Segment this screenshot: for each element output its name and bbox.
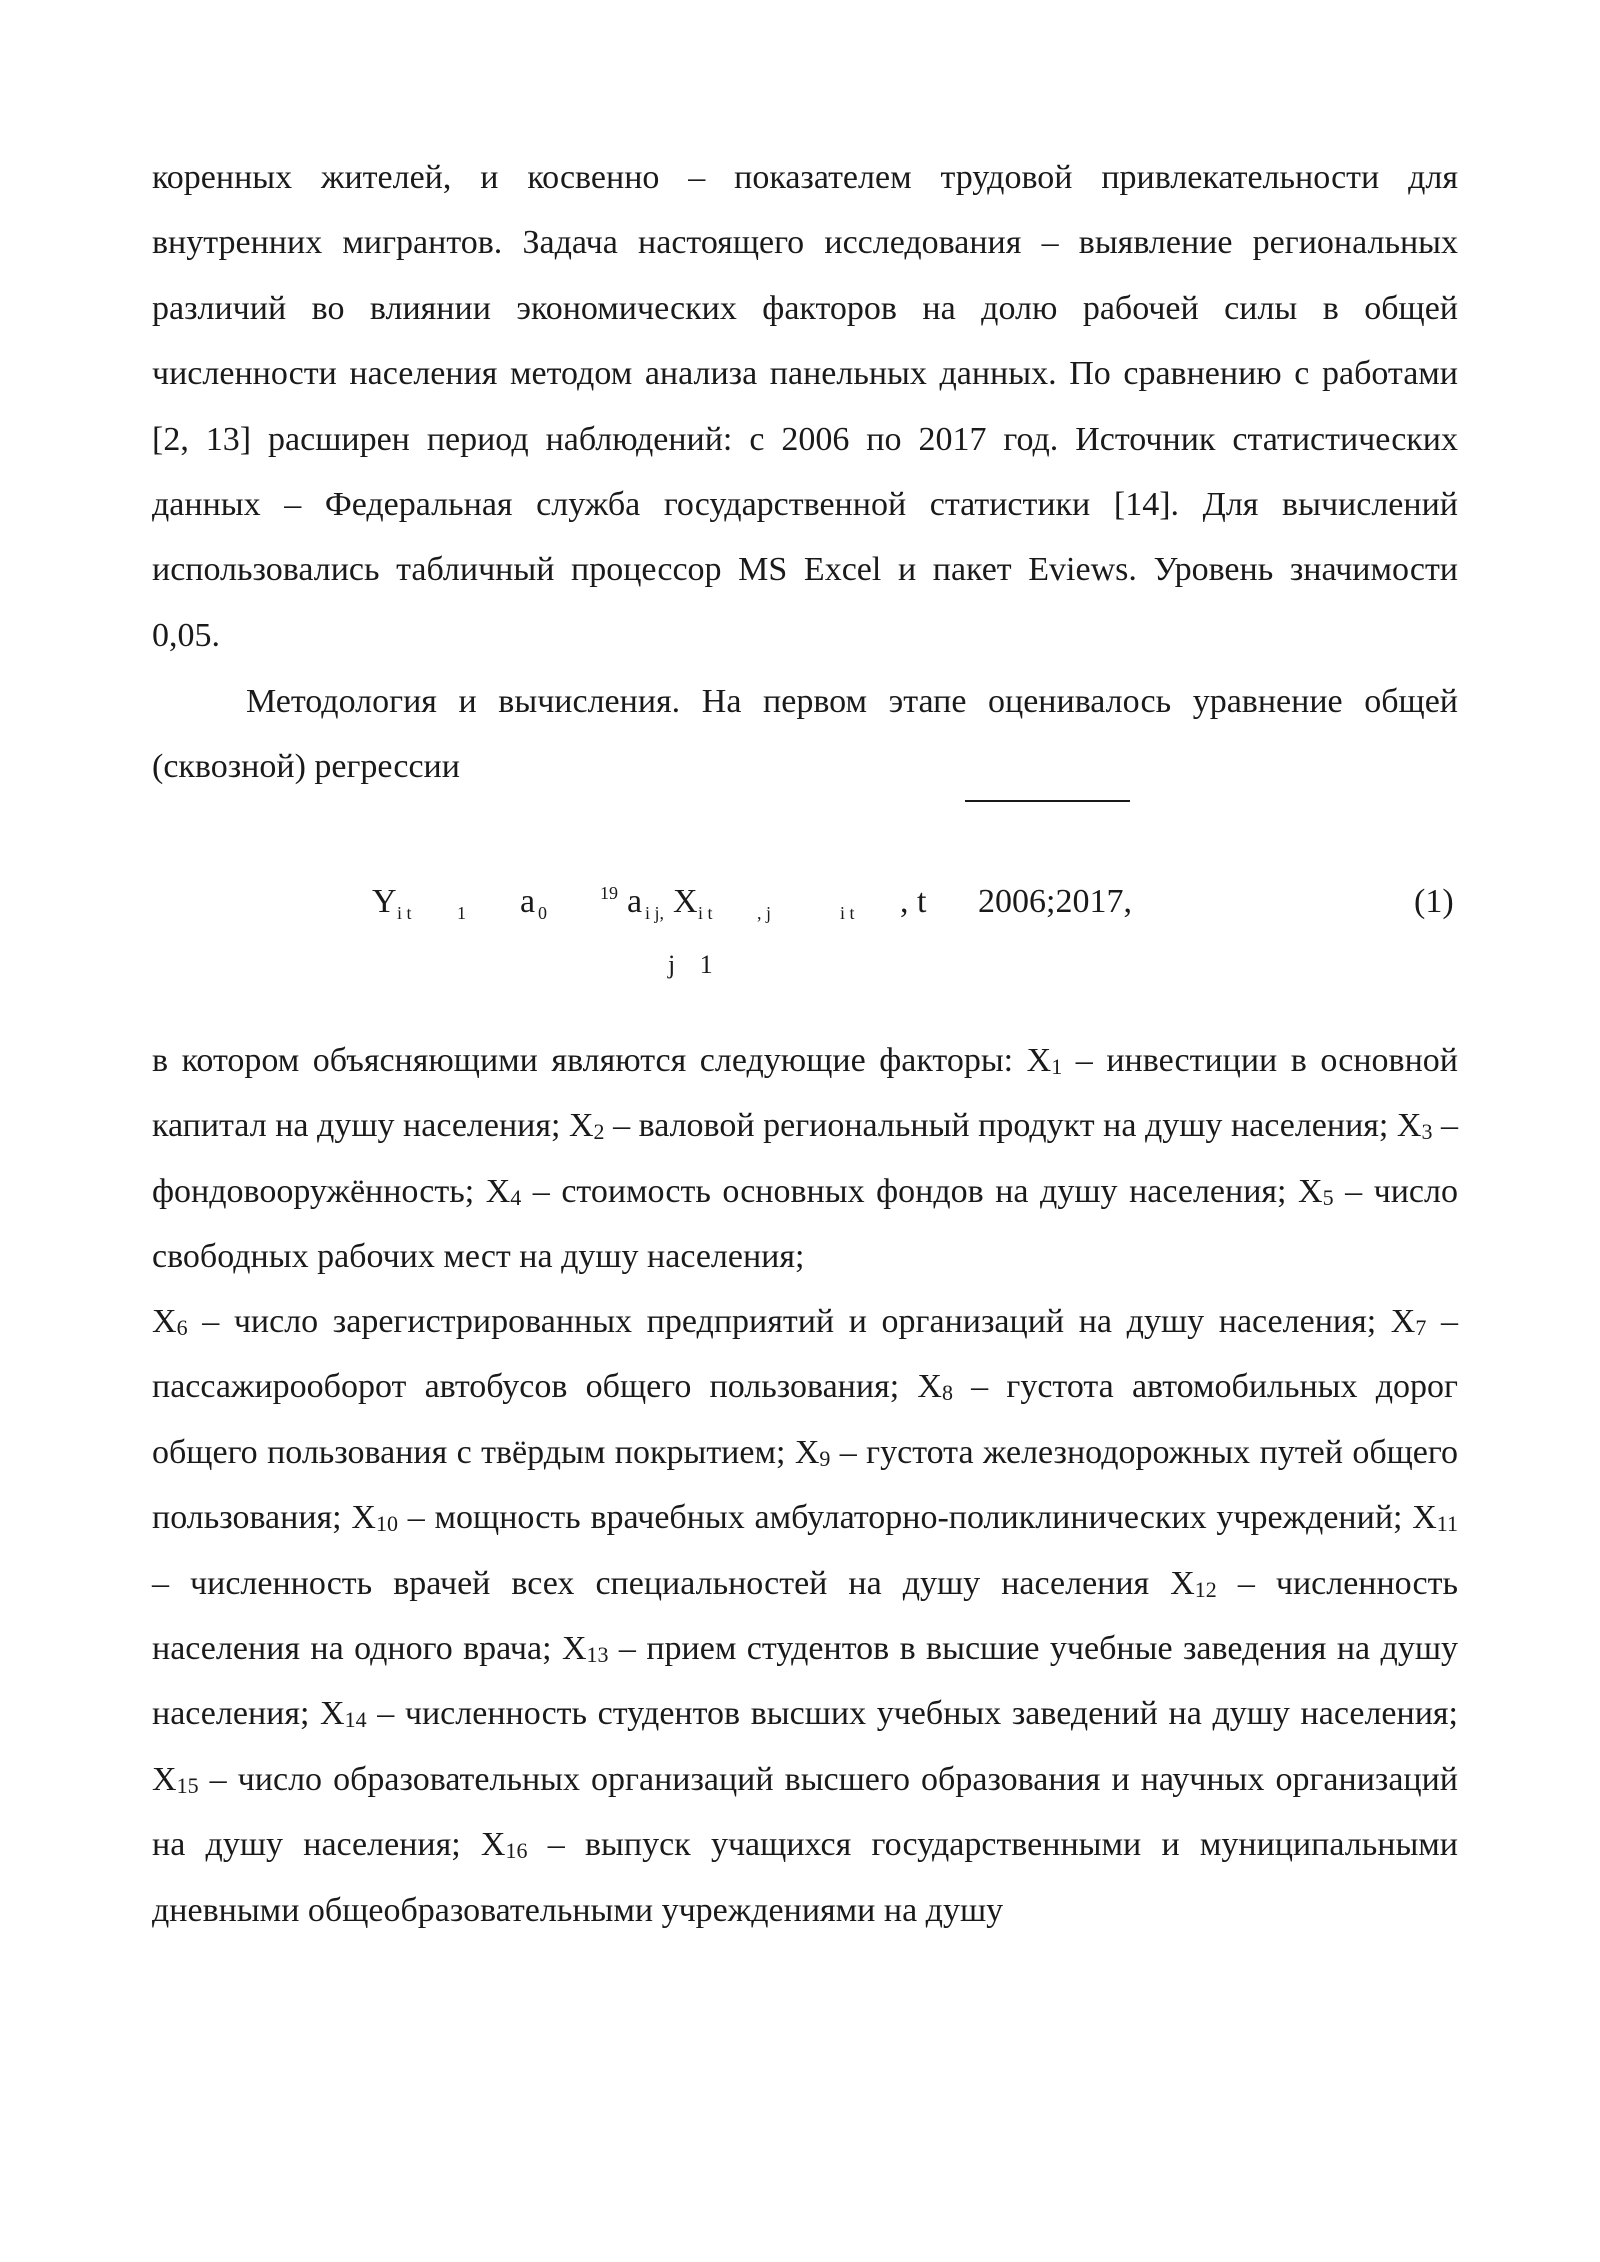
x6-letter: X [152,1303,177,1340]
x5-text: – число свободных рабочих мест на душу населения; [152,1172,1458,1276]
formula-overline [965,800,1130,802]
paragraph-factors-intro [152,1028,1458,1290]
x13-text: – прием студентов в высшие учебные заведения на душу населения; X [152,1630,1458,1733]
formula-y-sub2: 1 [457,903,466,923]
x7-text: – пассажирооборот автобусов общего пользования; X [152,1303,1458,1406]
formula-number: (1) [1414,883,1454,920]
x15-text: – число образовательных организаций высшего образования и научных организаций на душу населения; X [152,1760,1458,1864]
paragraph-factors-intro-text [152,1028,1458,1290]
formula-y-sub: i t [397,903,412,923]
formula-a0: a [520,883,536,920]
x3-text: – фондовооружённость; X [152,1107,1458,1210]
paragraph-methodology [152,669,1458,800]
formula-x-sub: i t [698,903,713,923]
paragraph-factors-rest [152,1289,1458,1943]
formula-eps-sub: i t [840,903,855,923]
formula-sum-upper: 19 [600,883,618,903]
formula-range: 2006;2017, [978,883,1132,920]
x6-sub: 6 [176,1315,188,1340]
formula-aij-sub: i j, [645,903,665,923]
x10-text: – мощность врачебных амбулаторно-поликлинических учреждений; X [397,1499,1437,1537]
formula-aij: a [627,883,643,920]
x7-sub: 7 [1415,1315,1427,1340]
x16-sub: 16 [505,1838,528,1864]
x14-sub: 14 [344,1707,367,1733]
x11-text: – численность врачей всех специальностей на душу населения X [152,1564,1195,1602]
paragraph-intro-text: коренных жителей, и косвенно – показателем трудовой привлекательности для внутренних мигрантов. Задача настоящего исследования – выявление региональных различий во влиянии экономических факторов на долю рабочей силы в общей численности населения методом анализа панельных данных. По сравнению с работами [2, 13] расширен период наблюдений: с 2006 по 2017 год. Источник статистических данных – Федеральная служба государственной статистики [14]. Для вычислений использовались табличный процессор MS Excel и пакет Eviews. Уровень значимости 0,05. [152,159,1458,654]
x2-text: – валовой региональный продукт на душу населения; X [604,1107,1422,1145]
x4-text: – стоимость основных фондов на душу населения; X [521,1172,1323,1210]
paragraph-methodology-text: Методология и вычисления. На первом этапе оценивалось уравнение общей (сквозной) регрессии [152,683,1458,786]
formula-t: , t [900,883,927,920]
x16-text: – выпуск учащихся государственными и муниципальными дневными общеобразовательными учреждениями на душу [152,1826,1458,1929]
x5-sub: 5 [1322,1184,1334,1210]
x12-sub: 12 [1194,1576,1217,1602]
paragraph-intro [152,145,1458,668]
x14-text: – численность студентов высших учебных заведений на душу населения; X [152,1695,1458,1798]
regression-formula [0,800,1600,1000]
x10-sub: 10 [375,1511,398,1537]
formula-y: Y [372,883,397,920]
x2-sub: 2 [593,1119,605,1145]
formula-x: X [673,883,698,920]
x8-sub: 8 [941,1380,953,1406]
x13-sub: 13 [586,1642,609,1668]
x8-text: – густота автомобильных дорог общего пользования с твёрдым покрытием; X [152,1368,1458,1471]
x4-sub: 4 [510,1184,522,1210]
x11-sub: 11 [1436,1511,1458,1537]
formula-x-sub2: , j [757,903,772,923]
formula-a0-sub: 0 [538,903,547,923]
x6-text: – число зарегистрированных предприятий и организаций на душу населения; X [187,1303,1416,1340]
x9-sub: 9 [819,1445,831,1471]
x12-text: – численность населения на одного врача; X [152,1564,1458,1668]
factors-prefix: в котором объясняющими являются следующие факторы: X [152,1042,1052,1079]
x3-sub: 3 [1421,1119,1433,1145]
x15-sub: 15 [176,1772,199,1798]
x1-text: – инвестиции в основной капитал на душу населения; X [152,1042,1458,1145]
formula-sum-lower: j 1 [668,950,713,979]
x9-text: – густота железнодорожных путей общего пользования; X [152,1433,1458,1537]
x1-sub: 1 [1051,1054,1063,1079]
paragraph-factors-rest-text [152,1289,1458,1943]
